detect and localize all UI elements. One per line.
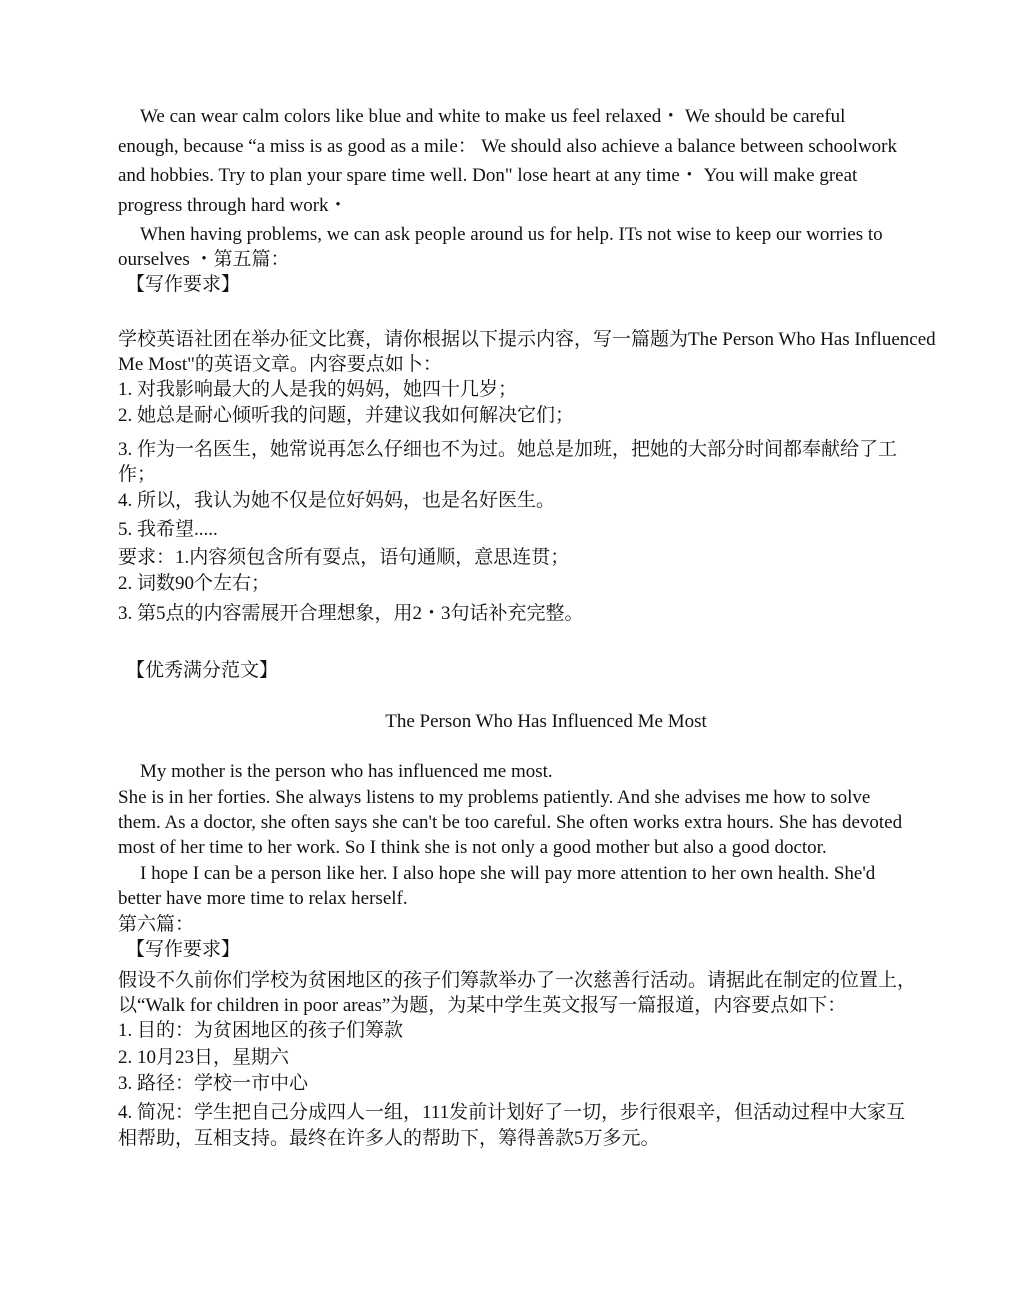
text-line: them. As a doctor, she often says she can't be too careful. She often works extra hours. She has devoted — [118, 812, 903, 833]
text-line: I hope I can be a person like her. I also hope she will pay more attention to her own health. She'd — [140, 863, 876, 884]
text-line: She is in her forties. She always listens to my problems patiently. And she advises me how to solve — [118, 787, 871, 808]
text-line: When having problems, we can ask people around us for help. ITs not wise to keep our worries to — [140, 224, 883, 245]
text-line: 1. 目的：为贫困地区的孩子们筹款 — [118, 1020, 404, 1041]
text-line: My mother is the person who has influenced me most. — [140, 761, 553, 782]
text-line: most of her time to her work. So I think she is not only a good mother but also a good doctor. — [118, 837, 827, 858]
text-line: 2. 词数90个左右； — [118, 573, 271, 594]
text-line: 2. 她总是耐心倾听我的问题，并建议我如何解决它们； — [118, 405, 575, 426]
text-line: 4. 所以，我认为她不仅是位好妈妈，也是名好医生。 — [118, 490, 556, 511]
text-line: 3. 作为一名医生，她常说再怎么仔细也不为过。她总是加班，把她的大部分时间都奉献给了工 — [118, 439, 898, 460]
text-line: We can wear calm colors like blue and white to make us feel relaxed・ We should be careful — [140, 106, 846, 127]
text-line: 3. 路径：学校一市中心 — [118, 1073, 309, 1094]
text-line: 假设不久前你们学校为贫困地区的孩子们筹款举办了一次慈善行活动。请据此在制定的位置上， — [118, 970, 917, 991]
section-title: 第六篇： — [118, 914, 195, 935]
text-line: 以“Walk for children in poor areas”为题，为某中学生英文报写一篇报道，内容要点如下： — [118, 995, 847, 1016]
text-line: 2. 10月23日，星期六 — [118, 1047, 290, 1068]
model-essay-heading: 【优秀满分范文】 — [126, 660, 279, 681]
text-line: enough, because “a miss is as good as a mile： We should also achieve a balance between schoolwork — [118, 136, 897, 157]
text-line: 3. 第5点的内容需展开合理想象，用2・3句话补充完整。 — [118, 603, 584, 624]
text-line: 作； — [118, 464, 157, 485]
text-line: 学校英语社团在举办征文比赛，请你根据以下提示内容，写一篇题为The Person Who Has Influenced — [118, 329, 936, 350]
text-line: better have more time to relax herself. — [118, 888, 408, 909]
requirements-heading: 【写作要求】 — [126, 274, 241, 295]
essay-title: The Person Who Has Influenced Me Most — [385, 711, 707, 732]
text-line: 要求：1.内容须包含所有耍点，语句通顺，意思连贯； — [118, 547, 570, 568]
text-line: 4. 简况：学生把自己分成四人一组，111发前计划好了一切，步行很艰辛，但活动过程中大家互 — [118, 1102, 906, 1123]
text-line: and hobbies. Try to plan your spare time well. Don" lose heart at any time・ You will make great — [118, 165, 858, 186]
text-line: 相帮助，互相支持。最终在许多人的帮助下，筹得善款5万多元。 — [118, 1128, 660, 1149]
text-line: 1. 对我影响最大的人是我的妈妈，她四十几岁； — [118, 379, 518, 400]
text-line: 5. 我希望..... — [118, 519, 218, 540]
requirements-heading: 【写作要求】 — [126, 939, 241, 960]
text-line: Me Most"的英语文章。内容要点如卜： — [118, 354, 442, 375]
text-line: progress through hard work・ — [118, 195, 348, 216]
text-line: ourselves ・第五篇： — [118, 249, 290, 270]
